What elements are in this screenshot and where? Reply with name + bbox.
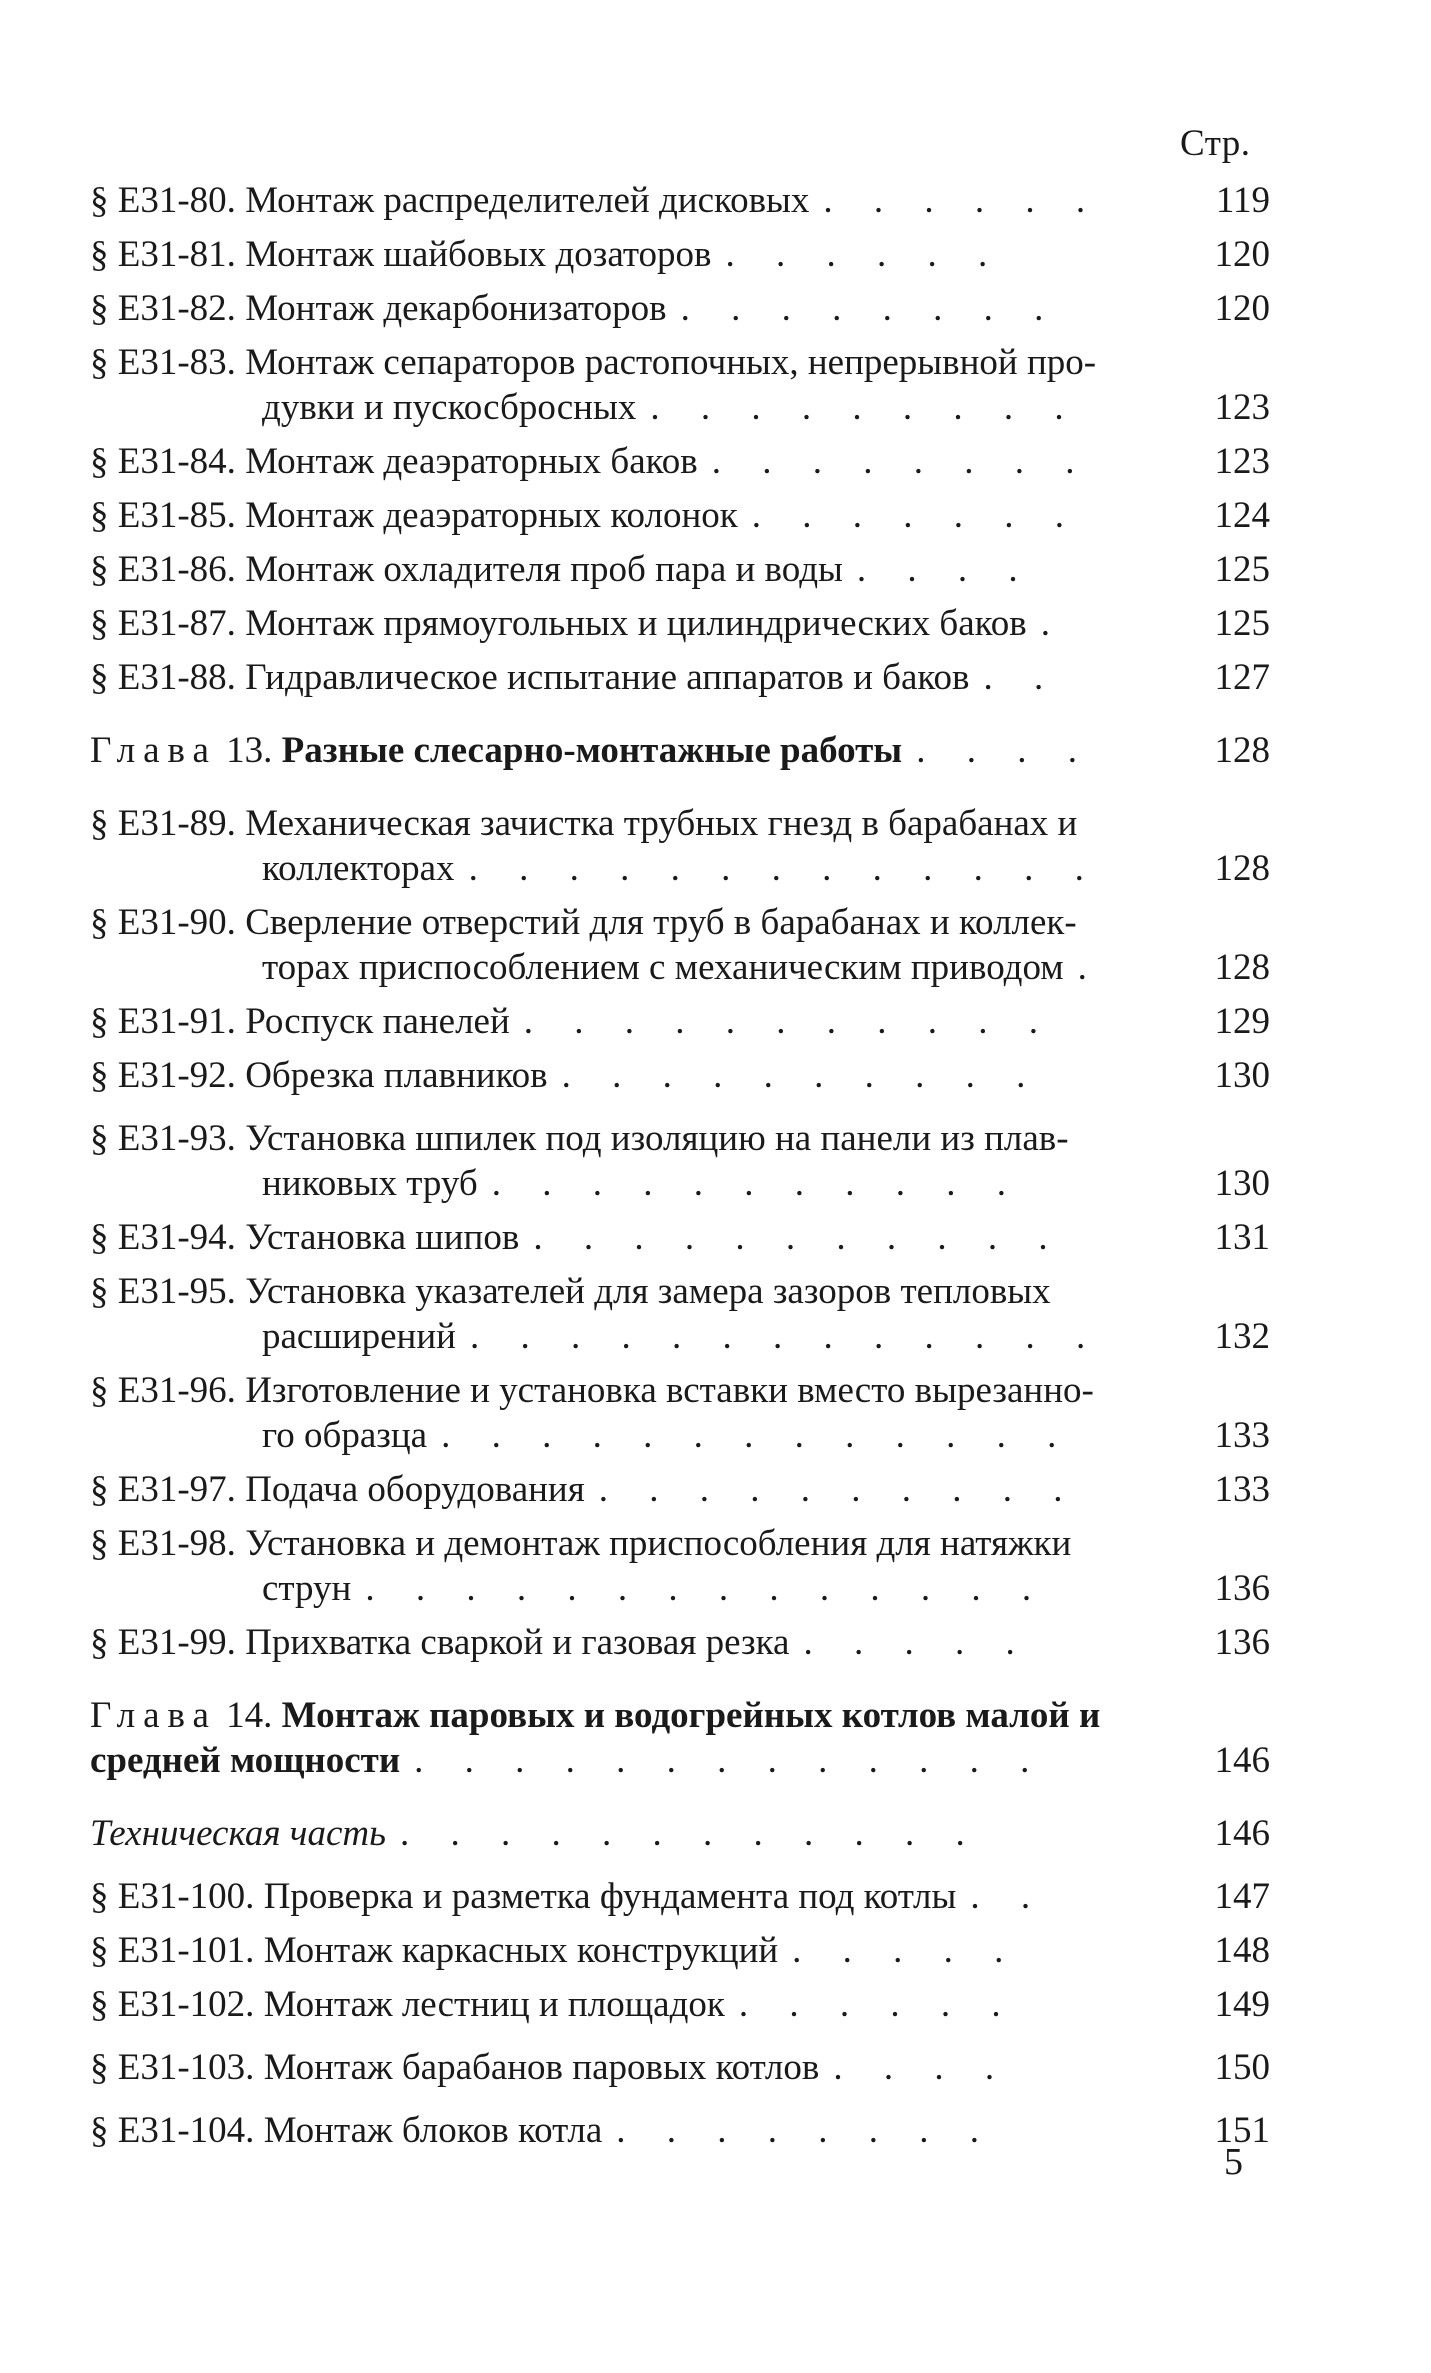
toc-entry: [90, 547, 1270, 592]
entry-page-number: 150: [1214, 2047, 1270, 2088]
leader-dots: . . . . . . . . . . .: [523, 1001, 1055, 1042]
entry-page-number: 128: [1214, 730, 1270, 771]
section-number: § E31-94.: [90, 1217, 236, 1258]
toc-line: [90, 655, 1180, 700]
entry-page-number: 127: [1214, 657, 1270, 698]
entry-page-number: 123: [1214, 441, 1270, 482]
toc-line: [90, 385, 1180, 430]
toc-line: [90, 1982, 1180, 2027]
entry-page-number: 132: [1214, 1316, 1270, 1357]
toc-line: [90, 601, 1180, 646]
toc-line: [90, 1693, 1180, 1738]
leader-dots: . . . . . . . . . .: [598, 1469, 1079, 1510]
toc-entry: [90, 801, 1270, 891]
leader-dots: . . . . . . . . . . .: [533, 1217, 1064, 1258]
section-number: § E31-92.: [90, 1055, 236, 1096]
entry-title: Проверка и разметка фундамента под котлы: [263, 1876, 957, 1917]
toc-entry: [90, 1215, 1270, 1260]
toc-line: [90, 1467, 1180, 1512]
toc-entry: [90, 1467, 1270, 1512]
toc-line: [90, 1413, 1180, 1458]
section-number: § E31-98.: [90, 1523, 236, 1564]
leader-dots: . . . .: [916, 730, 1093, 771]
section-number: § E31-97.: [90, 1469, 236, 1510]
toc-entry: [90, 1116, 1270, 1206]
section-number: § E31-88.: [90, 657, 236, 698]
entry-title: Установка шипов: [245, 1217, 520, 1258]
toc-chapter: [90, 1693, 1270, 1783]
entry-title: дувки и пускосбросных: [262, 387, 637, 428]
entry-title: коллекторах: [262, 848, 455, 889]
entry-page-number: 133: [1214, 1469, 1270, 1510]
entry-title: Монтаж барабанов паровых котлов: [263, 2047, 820, 2088]
toc-line: [90, 493, 1180, 538]
entry-title: Монтаж блоков котла: [263, 2110, 603, 2151]
chapter-number: 13.: [226, 730, 273, 771]
toc-line: [90, 1738, 1180, 1783]
entry-title: Монтаж лестниц и площадок: [263, 1984, 725, 2025]
leader-dots: . . . . . . . . . . . . .: [469, 1316, 1102, 1357]
entry-title: Монтаж деаэраторных баков: [245, 441, 698, 482]
toc-line: [90, 1521, 1180, 1566]
section-number: § E31-87.: [90, 603, 236, 644]
toc-line: [90, 2045, 1180, 2090]
entry-page-number: 149: [1214, 1984, 1270, 2025]
chapter-label: Глава: [90, 730, 217, 771]
entry-title: Установка шпилек под изоляцию на панели из плав-: [245, 1118, 1069, 1159]
leader-dots: . . . . .: [792, 1930, 1020, 1971]
toc-entry: [90, 286, 1270, 331]
entry-page-number: 128: [1214, 947, 1270, 988]
entry-page-number: 130: [1214, 1163, 1270, 1204]
section-number: § E31-90.: [90, 902, 236, 943]
entry-page-number: 123: [1214, 387, 1270, 428]
toc-entry: [90, 2108, 1270, 2153]
section-number: § E31-101.: [90, 1930, 255, 1971]
leader-dots: . .: [983, 657, 1060, 698]
entry-page-number: 119: [1215, 180, 1270, 221]
leader-dots: . . . . . . . . . . . . . .: [365, 1568, 1048, 1609]
toc-line: [90, 2108, 1180, 2153]
toc-entry: [90, 1928, 1270, 1973]
toc-line: [90, 286, 1180, 331]
toc-entry: [90, 655, 1270, 700]
toc-entry: [90, 340, 1270, 430]
toc-line: [90, 1053, 1180, 1098]
leader-dots: . . . . . . . .: [616, 2110, 996, 2151]
entry-title: струн: [262, 1568, 352, 1609]
entry-page-number: 128: [1214, 848, 1270, 889]
section-number: § E31-86.: [90, 549, 236, 590]
toc-line: [90, 232, 1180, 277]
toc-line: [90, 1620, 1180, 1665]
leader-dots: . . . . . . .: [751, 495, 1080, 536]
leader-dots: . . . .: [856, 549, 1034, 590]
page-column-heading: Стр.: [1180, 123, 1251, 164]
toc-entry: [90, 1982, 1270, 2027]
toc-entry: [90, 1368, 1270, 1458]
toc-line: [90, 1215, 1180, 1260]
chapter-number: 14.: [226, 1695, 273, 1736]
toc-entry: [90, 1269, 1270, 1359]
leader-dots: . .: [970, 1876, 1047, 1917]
toc-line: [90, 801, 1180, 846]
entry-title: Разные слесарно-монтажные работы: [281, 730, 903, 771]
leader-dots: . . . . . . . .: [680, 288, 1060, 329]
entry-title: Монтаж охладителя проб пара и воды: [245, 549, 843, 590]
entry-title: никовых труб: [262, 1163, 478, 1204]
entry-title: Монтаж сепараторов растопочных, непрерывной про-: [245, 342, 1097, 383]
entry-title: Подача оборудования: [245, 1469, 585, 1510]
entry-title: Установка и демонтаж приспособления для натяжки: [245, 1523, 1072, 1564]
section-number: § E31-104.: [90, 2110, 255, 2151]
toc-line: [90, 1161, 1180, 1206]
entry-page-number: 151: [1214, 2110, 1270, 2151]
leader-dots: . . . . . . . .: [711, 441, 1091, 482]
toc-line: [90, 1314, 1180, 1359]
section-number: § E31-93.: [90, 1118, 236, 1159]
section-number: § E31-99.: [90, 1622, 236, 1663]
leader-dots: . . . . . .: [823, 180, 1102, 221]
entry-title: Обрезка плавников: [245, 1055, 548, 1096]
toc-entry: [90, 2045, 1270, 2090]
leader-dots: .: [1077, 947, 1103, 988]
entry-page-number: 147: [1214, 1876, 1270, 1917]
entry-title: Прихватка сваркой и газовая резка: [245, 1622, 790, 1663]
entry-title: Изготовление и установка вставки вместо вырезанно-: [245, 1370, 1094, 1411]
entry-page-number: 136: [1214, 1622, 1270, 1663]
section-number: § E31-102.: [90, 1984, 255, 2025]
entry-page-number: 129: [1214, 1001, 1270, 1042]
entry-page-number: 131: [1214, 1217, 1270, 1258]
entry-page-number: 125: [1214, 549, 1270, 590]
leader-dots: . . . . . .: [725, 234, 1004, 275]
table-of-contents: [90, 178, 1270, 2153]
section-number: § E31-84.: [90, 441, 236, 482]
toc-entry: [90, 1521, 1270, 1611]
toc-line: [90, 178, 1180, 223]
section-number: § E31-96.: [90, 1370, 236, 1411]
entry-page-number: 120: [1214, 234, 1270, 275]
entry-page-number: 148: [1214, 1930, 1270, 1971]
entry-title: Монтаж прямоугольных и цилиндрических баков: [245, 603, 1027, 644]
section-number: § E31-82.: [90, 288, 236, 329]
toc-chapter: [90, 728, 1270, 773]
toc-entry: [90, 1874, 1270, 1919]
toc-line: [90, 340, 1180, 385]
leader-dots: . . . .: [833, 2047, 1011, 2088]
leader-dots: . . . . . .: [738, 1984, 1017, 2025]
toc-line: [90, 1928, 1180, 1973]
entry-page-number: 136: [1214, 1568, 1270, 1609]
section-number: § E31-80.: [90, 180, 236, 221]
section-number: § E31-100.: [90, 1876, 255, 1917]
toc-line: [90, 1874, 1180, 1919]
entry-page-number: 133: [1214, 1415, 1270, 1456]
leader-dots: . . . . . . . . . .: [561, 1055, 1042, 1096]
toc-entry: [90, 439, 1270, 484]
leader-dots: . . . . . . . . . . . .: [399, 1813, 981, 1854]
section-number: § E31-81.: [90, 234, 236, 275]
entry-title: Монтаж распределителей дисковых: [245, 180, 810, 221]
leader-dots: . . . . . . . . . . . . .: [414, 1740, 1046, 1781]
toc-entry: [90, 999, 1270, 1044]
section-number: § E31-95.: [90, 1271, 236, 1312]
toc-line: [90, 1566, 1180, 1611]
toc-entry: [90, 1053, 1270, 1098]
toc-entry: [90, 232, 1270, 277]
toc-entry: [90, 601, 1270, 646]
entry-page-number: 125: [1214, 603, 1270, 644]
chapter-label: Глава: [90, 1695, 217, 1736]
entry-page-number: 146: [1214, 1740, 1270, 1781]
entry-page-number: 120: [1214, 288, 1270, 329]
toc-line: [90, 846, 1180, 891]
leader-dots: .: [1040, 603, 1066, 644]
entry-title: Техническая часть: [90, 1813, 386, 1854]
entry-title: Монтаж деаэраторных колонок: [245, 495, 738, 536]
entry-title: Сверление отверстий для труб в барабанах и коллек-: [245, 902, 1077, 943]
entry-page-number: 146: [1214, 1813, 1270, 1854]
section-number: § E31-85.: [90, 495, 236, 536]
entry-page-number: 130: [1214, 1055, 1270, 1096]
leader-dots: . . . . . . . . .: [650, 387, 1080, 428]
section-number: § E31-83.: [90, 342, 236, 383]
entry-title: Монтаж шайбовых дозаторов: [245, 234, 712, 275]
entry-title: Установка указателей для замера зазоров тепловых: [245, 1271, 1051, 1312]
toc-entry: [90, 493, 1270, 538]
toc-entry: [90, 1620, 1270, 1665]
entry-title: Гидравлическое испытание аппаратов и баков: [245, 657, 970, 698]
entry-title: Механическая зачистка трубных гнезд в барабанах и: [245, 803, 1078, 844]
entry-title: расширений: [262, 1316, 456, 1357]
leader-dots: . . . . . . . . . . . . .: [441, 1415, 1073, 1456]
toc-line: [90, 1811, 1180, 1856]
entry-page-number: 124: [1214, 495, 1270, 536]
toc-line: [90, 439, 1180, 484]
entry-title: Монтаж каркасных конструкций: [263, 1930, 779, 1971]
entry-title: го образца: [262, 1415, 428, 1456]
entry-title: средней мощности: [90, 1740, 401, 1781]
leader-dots: . . . . .: [803, 1622, 1031, 1663]
entry-title: Монтаж паровых и водогрейных котлов малой и: [281, 1695, 1101, 1736]
toc-entry: [90, 178, 1270, 223]
entry-title: Роспуск панелей: [245, 1001, 510, 1042]
entry-title: торах приспособлением с механическим приводом: [262, 947, 1064, 988]
toc-line: [90, 728, 1180, 773]
toc-line: [90, 999, 1180, 1044]
toc-line: [90, 1269, 1180, 1314]
section-number: § E31-103.: [90, 2047, 255, 2088]
toc-entry: [90, 900, 1270, 990]
entry-title: Монтаж декарбонизаторов: [245, 288, 667, 329]
toc-line: [90, 945, 1180, 990]
toc-line: [90, 1368, 1180, 1413]
section-number: § E31-89.: [90, 803, 236, 844]
toc-line: [90, 900, 1180, 945]
toc-line: [90, 1116, 1180, 1161]
page-number: 5: [1224, 2141, 1243, 2183]
leader-dots: . . . . . . . . . . .: [491, 1163, 1022, 1204]
section-number: § E31-91.: [90, 1001, 236, 1042]
toc-line: [90, 547, 1180, 592]
leader-dots: . . . . . . . . . . . . .: [468, 848, 1100, 889]
toc-subheading: [90, 1811, 1270, 1856]
